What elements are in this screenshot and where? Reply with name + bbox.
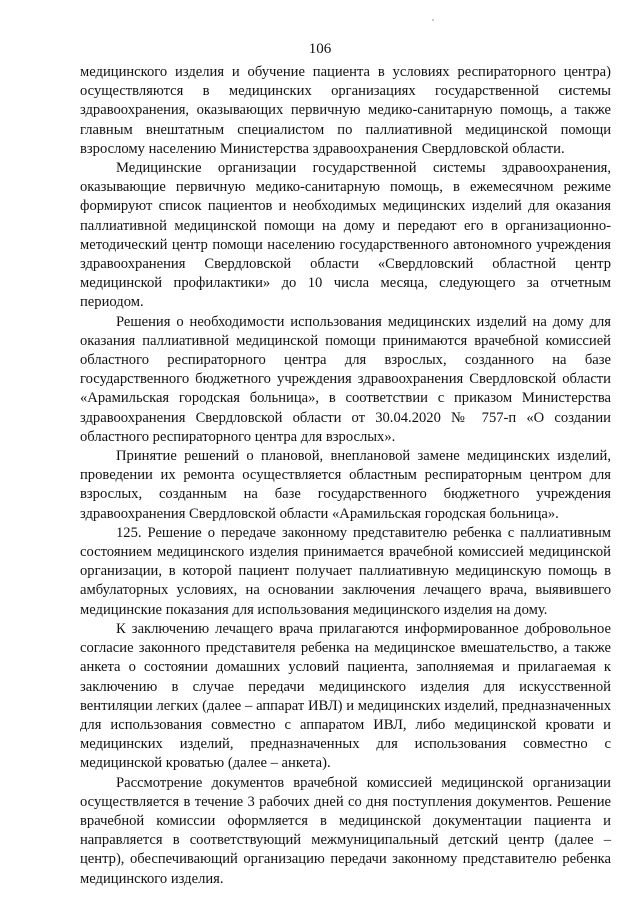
scan-speck: [432, 19, 434, 21]
paragraph: Рассмотрение документов врачебной комиссией медицинской организации осуществляется в течение 3 рабочих дней со дня поступления документов. Решение врачебной комиссии оформляется в медицинской документации пациента и направляется в соответствующий межмуниципальный детский центр (далее – центр), обеспечивающий организацию передачи законному представителю ребенка медицинского изделия.: [80, 774, 611, 887]
paragraph-continuation: медицинского изделия и обучение пациента в условиях респираторного центра) осуществляются в медицинских организациях государственной системы здравоохранения, оказывающих первичную медико-санитарную помощь, а также главным внештатным специалистом по паллиативной медицинской помощи взрослому населению Министерства здравоохранения Свердловской области.: [80, 64, 611, 157]
paragraph: Медицинские организации государственной системы здравоохранения, оказывающие первичную медико-санитарную помощь, в ежемесячном режиме формируют список пациентов и необходимых медицинских изделий для оказания паллиативной медицинской помощи на дому и передают его в организационно-методический центр помощи населению государственного автономного учреждения здравоохранения Свердловской области «Свердловский областной центр медицинской профилактики» до 10 числа месяца, следующего за отчетным периодом.: [80, 160, 611, 311]
document-body: [80, 63, 611, 889]
paragraph: Принятие решений о плановой, внеплановой замене медицинских изделий, проведении их ремонта осуществляется областным респираторным центром для взрослых, созданным на базе государственного бюджетного учреждения здравоохранения Свердловской области «Арамильская городская больница».: [80, 448, 611, 522]
paragraph-item-125: 125. Решение о передаче законному представителю ребенка с паллиативным состоянием медицинского изделия принимается врачебной комиссией медицинской организации, в которой пациент получает паллиативную медицинскую помощь в амбулаторных условиях, на основании заключения лечащего врача, выявившего медицинские показания для использования медицинского изделия на дому.: [80, 524, 611, 618]
paragraph: К заключению лечащего врача прилагаются информированное добровольное согласие законного представителя ребенка на медицинское вмешательство, а также анкета о состоянии домашних условий пациента, заполняемая и прилагаемая к заключению в случае передачи медицинского изделия для искусственной вентиляции легких (далее – аппарат ИВЛ) и медицинских изделий, предназначенных для использования совместно с аппаратом ИВЛ, либо медицинской кровати и медицинских изделий, предназначенных для использования совместно с медицинской кроватью (далее – анкета).: [80, 620, 611, 772]
paragraph: Решения о необходимости использования медицинских изделий на дому для оказания паллиативной медицинской помощи принимаются врачебной комиссией областного респираторного центра для взрослых, созданного на базе государственного бюджетного учреждения здравоохранения Свердловской области «Арамильская городская больница», в соответствии с приказом Министерства здравоохранения Свердловской области от 30.04.2020 № 757-п «О создании областного респираторного центра для взрослых».: [80, 313, 611, 445]
page-number: 106: [308, 41, 332, 57]
